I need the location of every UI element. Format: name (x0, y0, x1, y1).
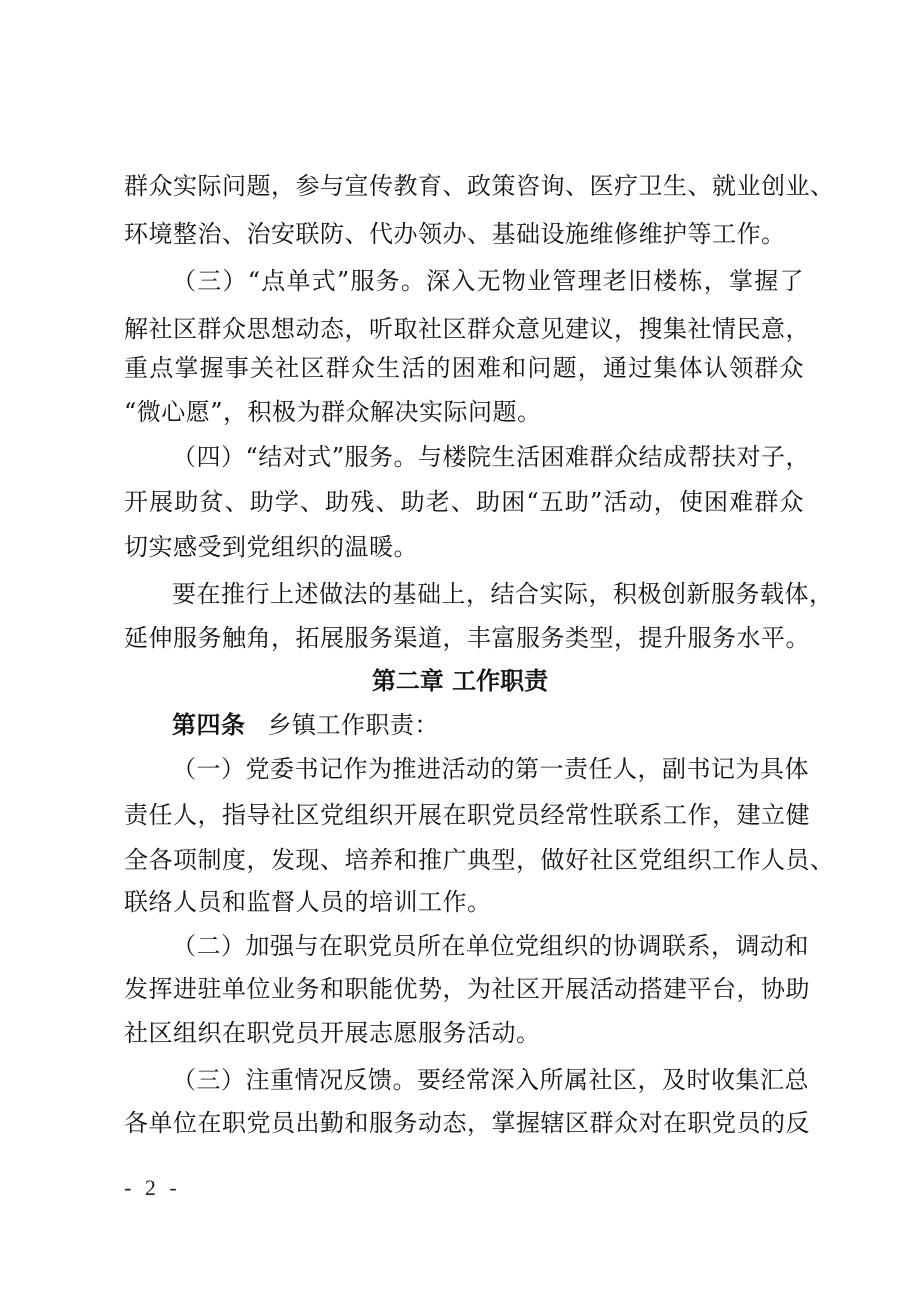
article-label: 第四条 (172, 711, 246, 739)
para2-line: 解社区群众思想动态，听取社区群众意见建议，搜集社情民意， (124, 315, 810, 343)
item1-line: 全各项制度，发现、培养和推广典型，做好社区党组织工作人员、 (124, 846, 835, 874)
item2-line: 发挥进驻单位业务和职能优势，为社区开展活动搭建平台，协助 (124, 975, 810, 1003)
item1-line: 责任人，指导社区党组织开展在职党员经常性联系工作，建立健 (124, 801, 810, 829)
article-text: 乡镇工作职责： (267, 711, 439, 739)
para2-line: 重点掌握事关社区群众生活的困难和问题，通过集体认领群众 (124, 354, 804, 382)
article-4-line (172, 708, 804, 742)
para2-line: （三）“点单式”服务。深入无物业管理老旧楼栋，掌握了 (172, 267, 804, 295)
para1-line: 环境整治、治安联防、代办领办、基础设施维修维护等工作。 (124, 220, 786, 248)
item1-line: （一）党委书记作为推进活动的第一责任人，副书记为具体 (172, 755, 809, 783)
item3-line: 各单位在职党员出勤和服务动态，掌握辖区群众对在职党员的反 (124, 1109, 810, 1137)
para3-line: （四）“结对式”服务。与楼院生活困难群众结成帮扶对子， (172, 443, 811, 471)
para3-line: 切实感受到党组织的温暖。 (124, 533, 418, 561)
para1-line: 群众实际问题，参与宣传教育、政策咨询、医疗卫生、就业创业、 (124, 172, 835, 200)
item3-line: （三）注重情况反馈。要经常深入所属社区，及时收集汇总 (172, 1066, 809, 1094)
item1-line: 联络人员和监督人员的培训工作。 (124, 888, 492, 916)
page-number: - 2 - (124, 1175, 181, 1200)
para4-line: 延伸服务触角，拓展服务渠道，丰富服务类型，提升服务水平。 (124, 624, 810, 652)
item2-line: （二）加强与在职党员所在单位党组织的协调联系，调动和 (172, 932, 809, 960)
para4-line: 要在推行上述做法的基础上，结合实际，积极创新服务载体， (172, 580, 834, 608)
para3-line: 开展助贫、助学、助残、助老、助困“五助”活动，使困难群众 (124, 488, 804, 516)
para2-line: “微心愿”，积极为群众解决实际问题。 (124, 398, 542, 426)
chapter-heading: 第二章 工作职责 (371, 667, 549, 695)
item2-line: 社区组织在职党员开展志愿服务活动。 (124, 1019, 541, 1047)
